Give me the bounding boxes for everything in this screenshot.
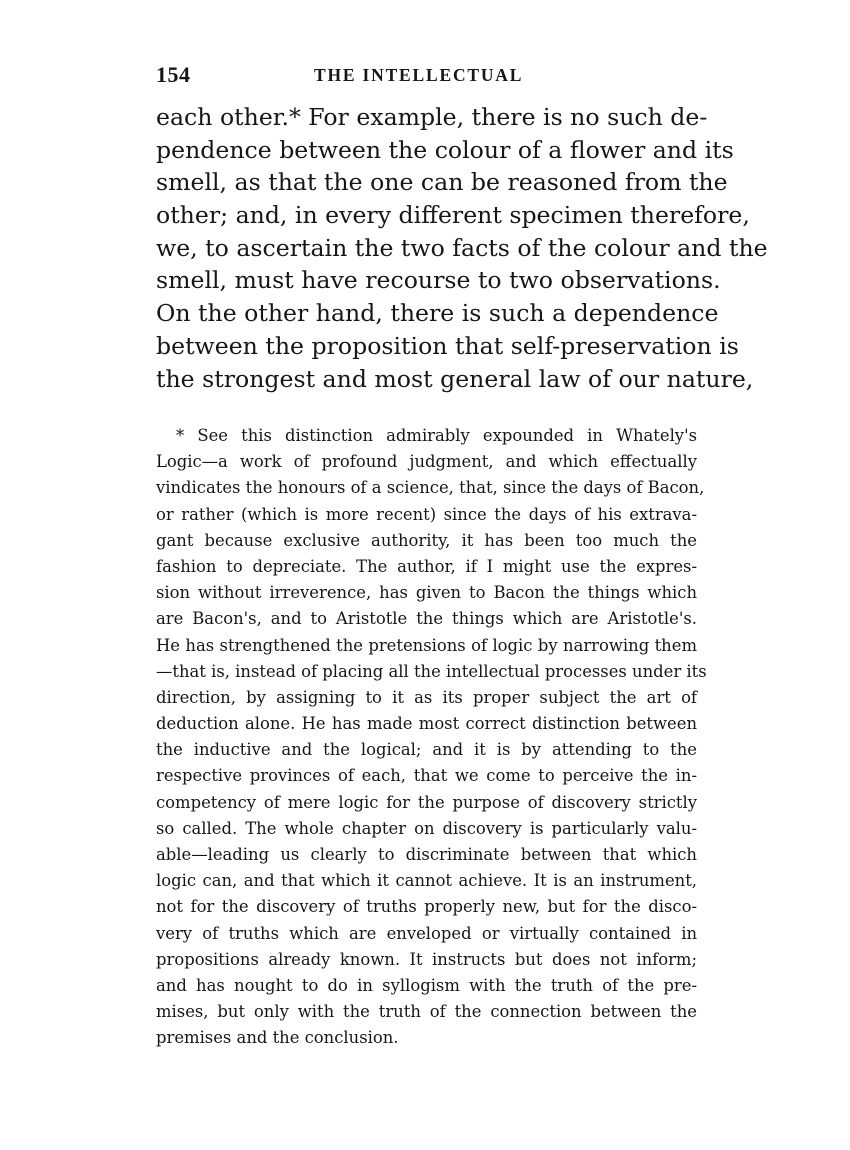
footnote-line: vindicates the honours of a science, that, since the days of Bacon, — [156, 478, 705, 498]
footnote-line: the inductive and the logical; and it is by attending to the — [156, 740, 697, 760]
footnote-line: propositions already known. It instructs but does not inform; — [156, 949, 697, 969]
footnote-line: so called. The whole chapter on discovery is particularly valu- — [156, 818, 697, 838]
footnote-line: sion without irreverence, has given to Bacon the things which — [156, 583, 697, 603]
body-line: On the other hand, there is such a dependence — [156, 299, 719, 328]
footnote-line: mises, but only with the truth of the connection between the — [156, 1002, 697, 1022]
body-line: each other.* For example, there is no such de- — [156, 103, 708, 131]
page-number: 154 — [156, 62, 191, 87]
footnote-line: fashion to depreciate. The author, if I might use the expres- — [156, 556, 697, 576]
body-line: other; and, in every different specimen therefore, — [156, 201, 750, 230]
footnote-line: —that is, instead of placing all the intellectual processes under its — [156, 661, 707, 681]
footnote-line: are Bacon's, and to Aristotle the things which are Aristotle's. — [156, 609, 697, 629]
body-line: the strongest and most general law of our nature, — [156, 364, 754, 393]
footnote-line: respective provinces of each, that we come to perceive the in- — [156, 766, 697, 786]
footnote-line: or rather (which is more recent) since the days of his extrava- — [156, 504, 697, 524]
footnote-line: able—leading us clearly to discriminate between that which — [156, 845, 697, 864]
footnote-line: * See this distinction admirably expounded in Whately's — [176, 426, 697, 445]
footnote-line: not for the discovery of truths properly new, but for the disco- — [156, 897, 697, 917]
body-line: between the proposition that self-preservation is — [156, 331, 739, 360]
body-line: we, to ascertain the two facts of the colour and the — [156, 233, 768, 262]
body-line: pendence between the colour of a flower and its — [156, 135, 734, 164]
main-text — [156, 101, 768, 395]
running-header — [156, 62, 696, 88]
footnote-line: and has nought to do in syllogism with the truth of the pre- — [156, 975, 697, 995]
footnote-line: competency of mere logic for the purpose of discovery strictly — [156, 792, 697, 812]
running-title: THE INTELLECTUAL — [314, 65, 524, 85]
footnote-line: very of truths which are enveloped or virtually contained in — [156, 923, 697, 943]
footnote-line: logic can, and that which it cannot achieve. It is an instrument, — [156, 871, 697, 891]
footnote-line: premises and the conclusion. — [156, 1028, 399, 1048]
footnote-line: He has strengthened the pretensions of logic by narrowing them — [156, 635, 697, 655]
footnote-line: Logic—a work of profound judgment, and which effectually — [156, 452, 697, 472]
footnote-line: gant because exclusive authority, it has been too much the — [156, 530, 697, 550]
footnote — [156, 423, 707, 1052]
footnote-line: deduction alone. He has made most correct distinction between — [156, 714, 697, 734]
body-line: smell, as that the one can be reasoned from the — [156, 168, 728, 197]
body-line: smell, must have recourse to two observations. — [156, 266, 721, 295]
footnote-line: direction, by assigning to it as its proper subject the art of — [156, 687, 697, 707]
